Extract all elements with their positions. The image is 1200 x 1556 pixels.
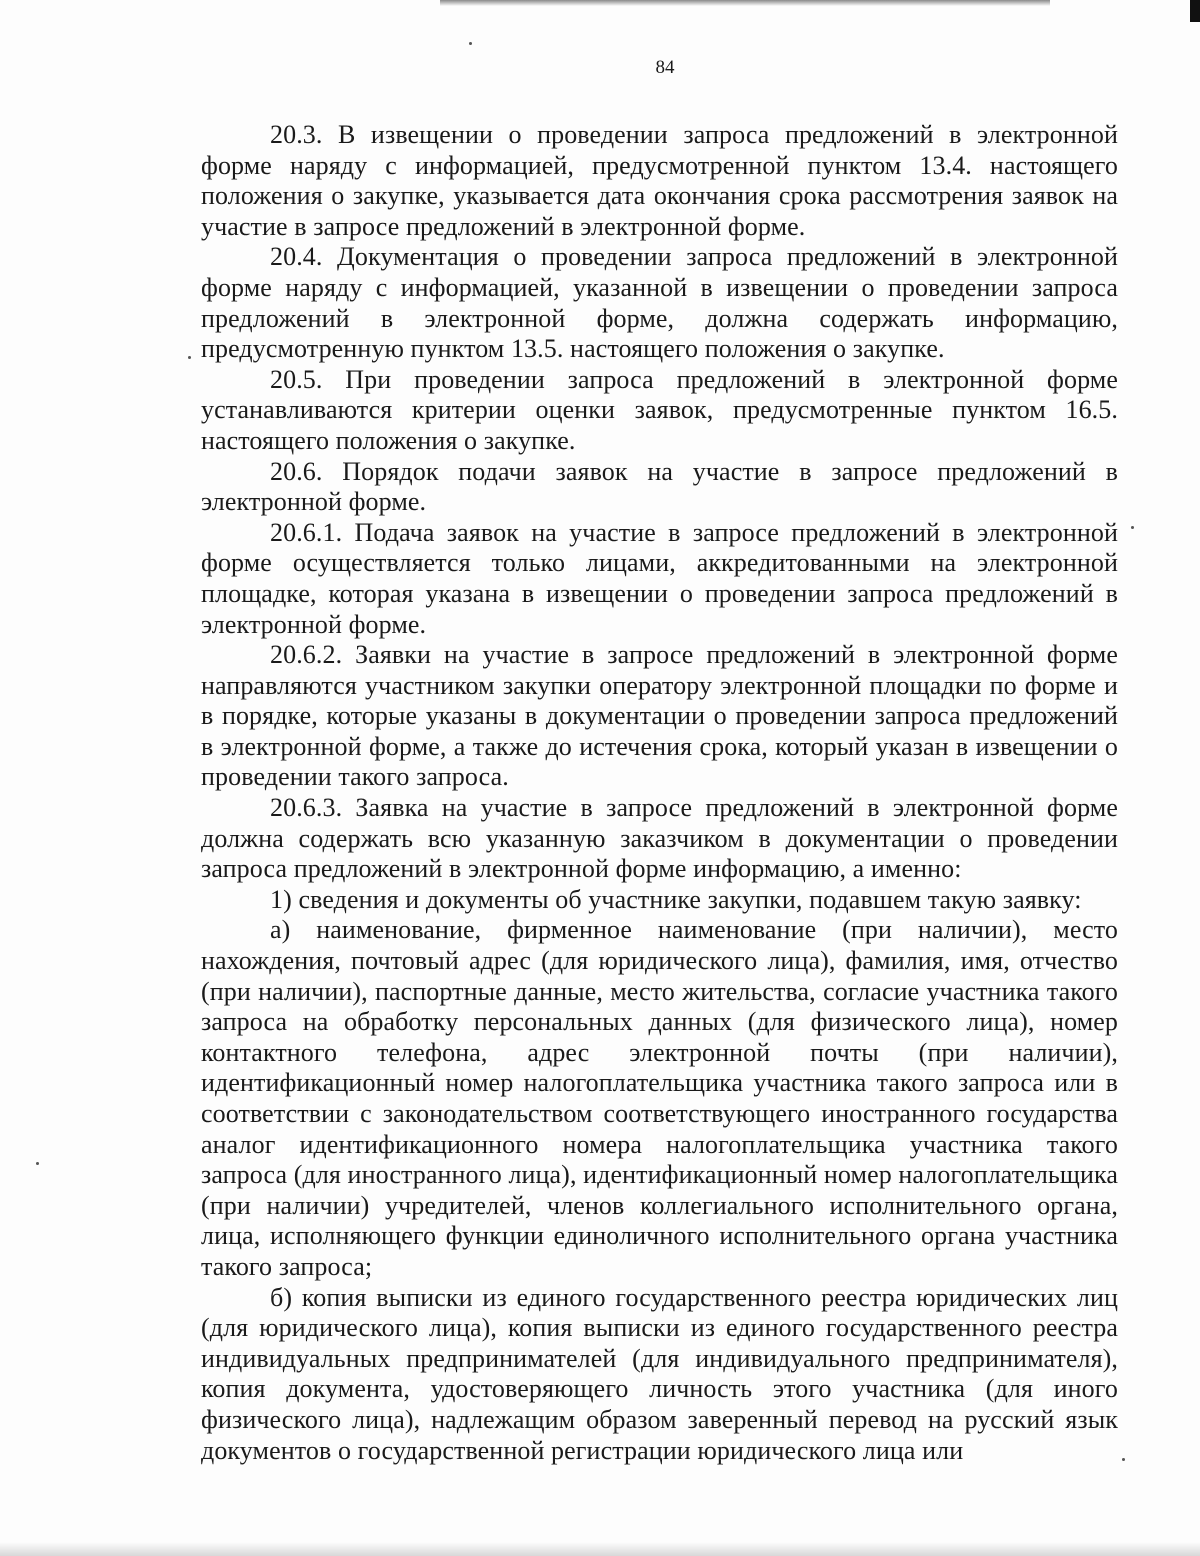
scan-edge-right bbox=[1190, 0, 1200, 22]
paragraph-20-6-2: 20.6.2. Заявки на участие в запросе предложений в электронной форме направляются участником закупки оператору электронной площадки по форме и в порядке, которые указаны в документации о проведении запроса предложений в электронной форме, а также до истечения срока, который указан в извещении о проведении такого запроса. bbox=[201, 640, 1118, 792]
page-number: 84 bbox=[655, 57, 675, 78]
paragraph-item-1: 1) сведения и документы об участнике закупки, подавшем такую заявку: bbox=[270, 884, 1082, 914]
scan-bottom-shadow bbox=[0, 1542, 1200, 1556]
scan-speck bbox=[36, 1162, 39, 1165]
paragraph-20-5: 20.5. При проведении запроса предложений в электронной форме устанавливаются критерии оценки заявок, предусмотренные пунктом 16.5. настоящего положения о закупке. bbox=[201, 364, 1118, 455]
document-body bbox=[201, 120, 1118, 1466]
scan-speck bbox=[469, 42, 472, 45]
scan-speck bbox=[1122, 1458, 1125, 1461]
scan-speck bbox=[188, 356, 191, 359]
paragraph-item-b: б) копия выписки из единого государственного реестра юридических лиц (для юридического лица), копия выписки из единого государственного реестра индивидуальных предпринимателей (для индивидуального предпринимателя), копия документа, удостоверяющего личность этого участника (для иного физического лица), надлежащим образом заверенный перевод на русский язык документов о государственной регистрации юридического лица или bbox=[201, 1282, 1118, 1465]
scan-edge-top bbox=[440, 0, 1050, 6]
paragraph-20-6-3: 20.6.3. Заявка на участие в запросе предложений в электронной форме должна содержать всю указанную заказчиком в документации о проведении запроса предложений в электронной форме информацию, а именно: bbox=[201, 793, 1118, 884]
paragraph-20-6: 20.6. Порядок подачи заявок на участие в запросе предложений в электронной форме. bbox=[201, 456, 1118, 517]
paragraph-item-a: а) наименование, фирменное наименование (при наличии), место нахождения, почтовый адрес (для юридического лица), фамилия, имя, отчество (при наличии), паспортные данные, место жительства, согласие участника такого запроса на обработку персональных данных (для физического лица), номер контактного телефона, адрес электронной почты (при наличии), идентификационный номер налогоплательщика участника такого запроса или в соответствии с законодательством соответствующего иностранного государства аналог идентификационного номера налогоплательщика участника такого запроса (для иностранного лица), идентификационный номер налогоплательщика (при наличии) учредителей, членов коллегиального исполнительного органа, лица, исполняющего функции единоличного исполнительного органа участника такого запроса; bbox=[201, 915, 1118, 1281]
paragraph-20-4: 20.4. Документация о проведении запроса предложений в электронной форме наряду с информацией, указанной в извещении о проведении запроса предложений в электронной форме, должна содержать информацию, предусмотренную пунктом 13.5. настоящего положения о закупке. bbox=[201, 242, 1118, 364]
paragraph-20-3: 20.3. В извещении о проведении запроса предложений в электронной форме наряду с информацией, предусмотренной пунктом 13.4. настоящего положения о закупке, указывается дата окончания срока рассмотрения заявок на участие в запросе предложений в электронной форме. bbox=[201, 120, 1118, 241]
scan-speck bbox=[1131, 526, 1134, 529]
paragraph-20-6-1: 20.6.1. Подача заявок на участие в запросе предложений в электронной форме осуществляется только лицами, аккредитованными на электронной площадке, которая указана в извещении о проведении запроса предложений в электронной форме. bbox=[201, 517, 1118, 639]
